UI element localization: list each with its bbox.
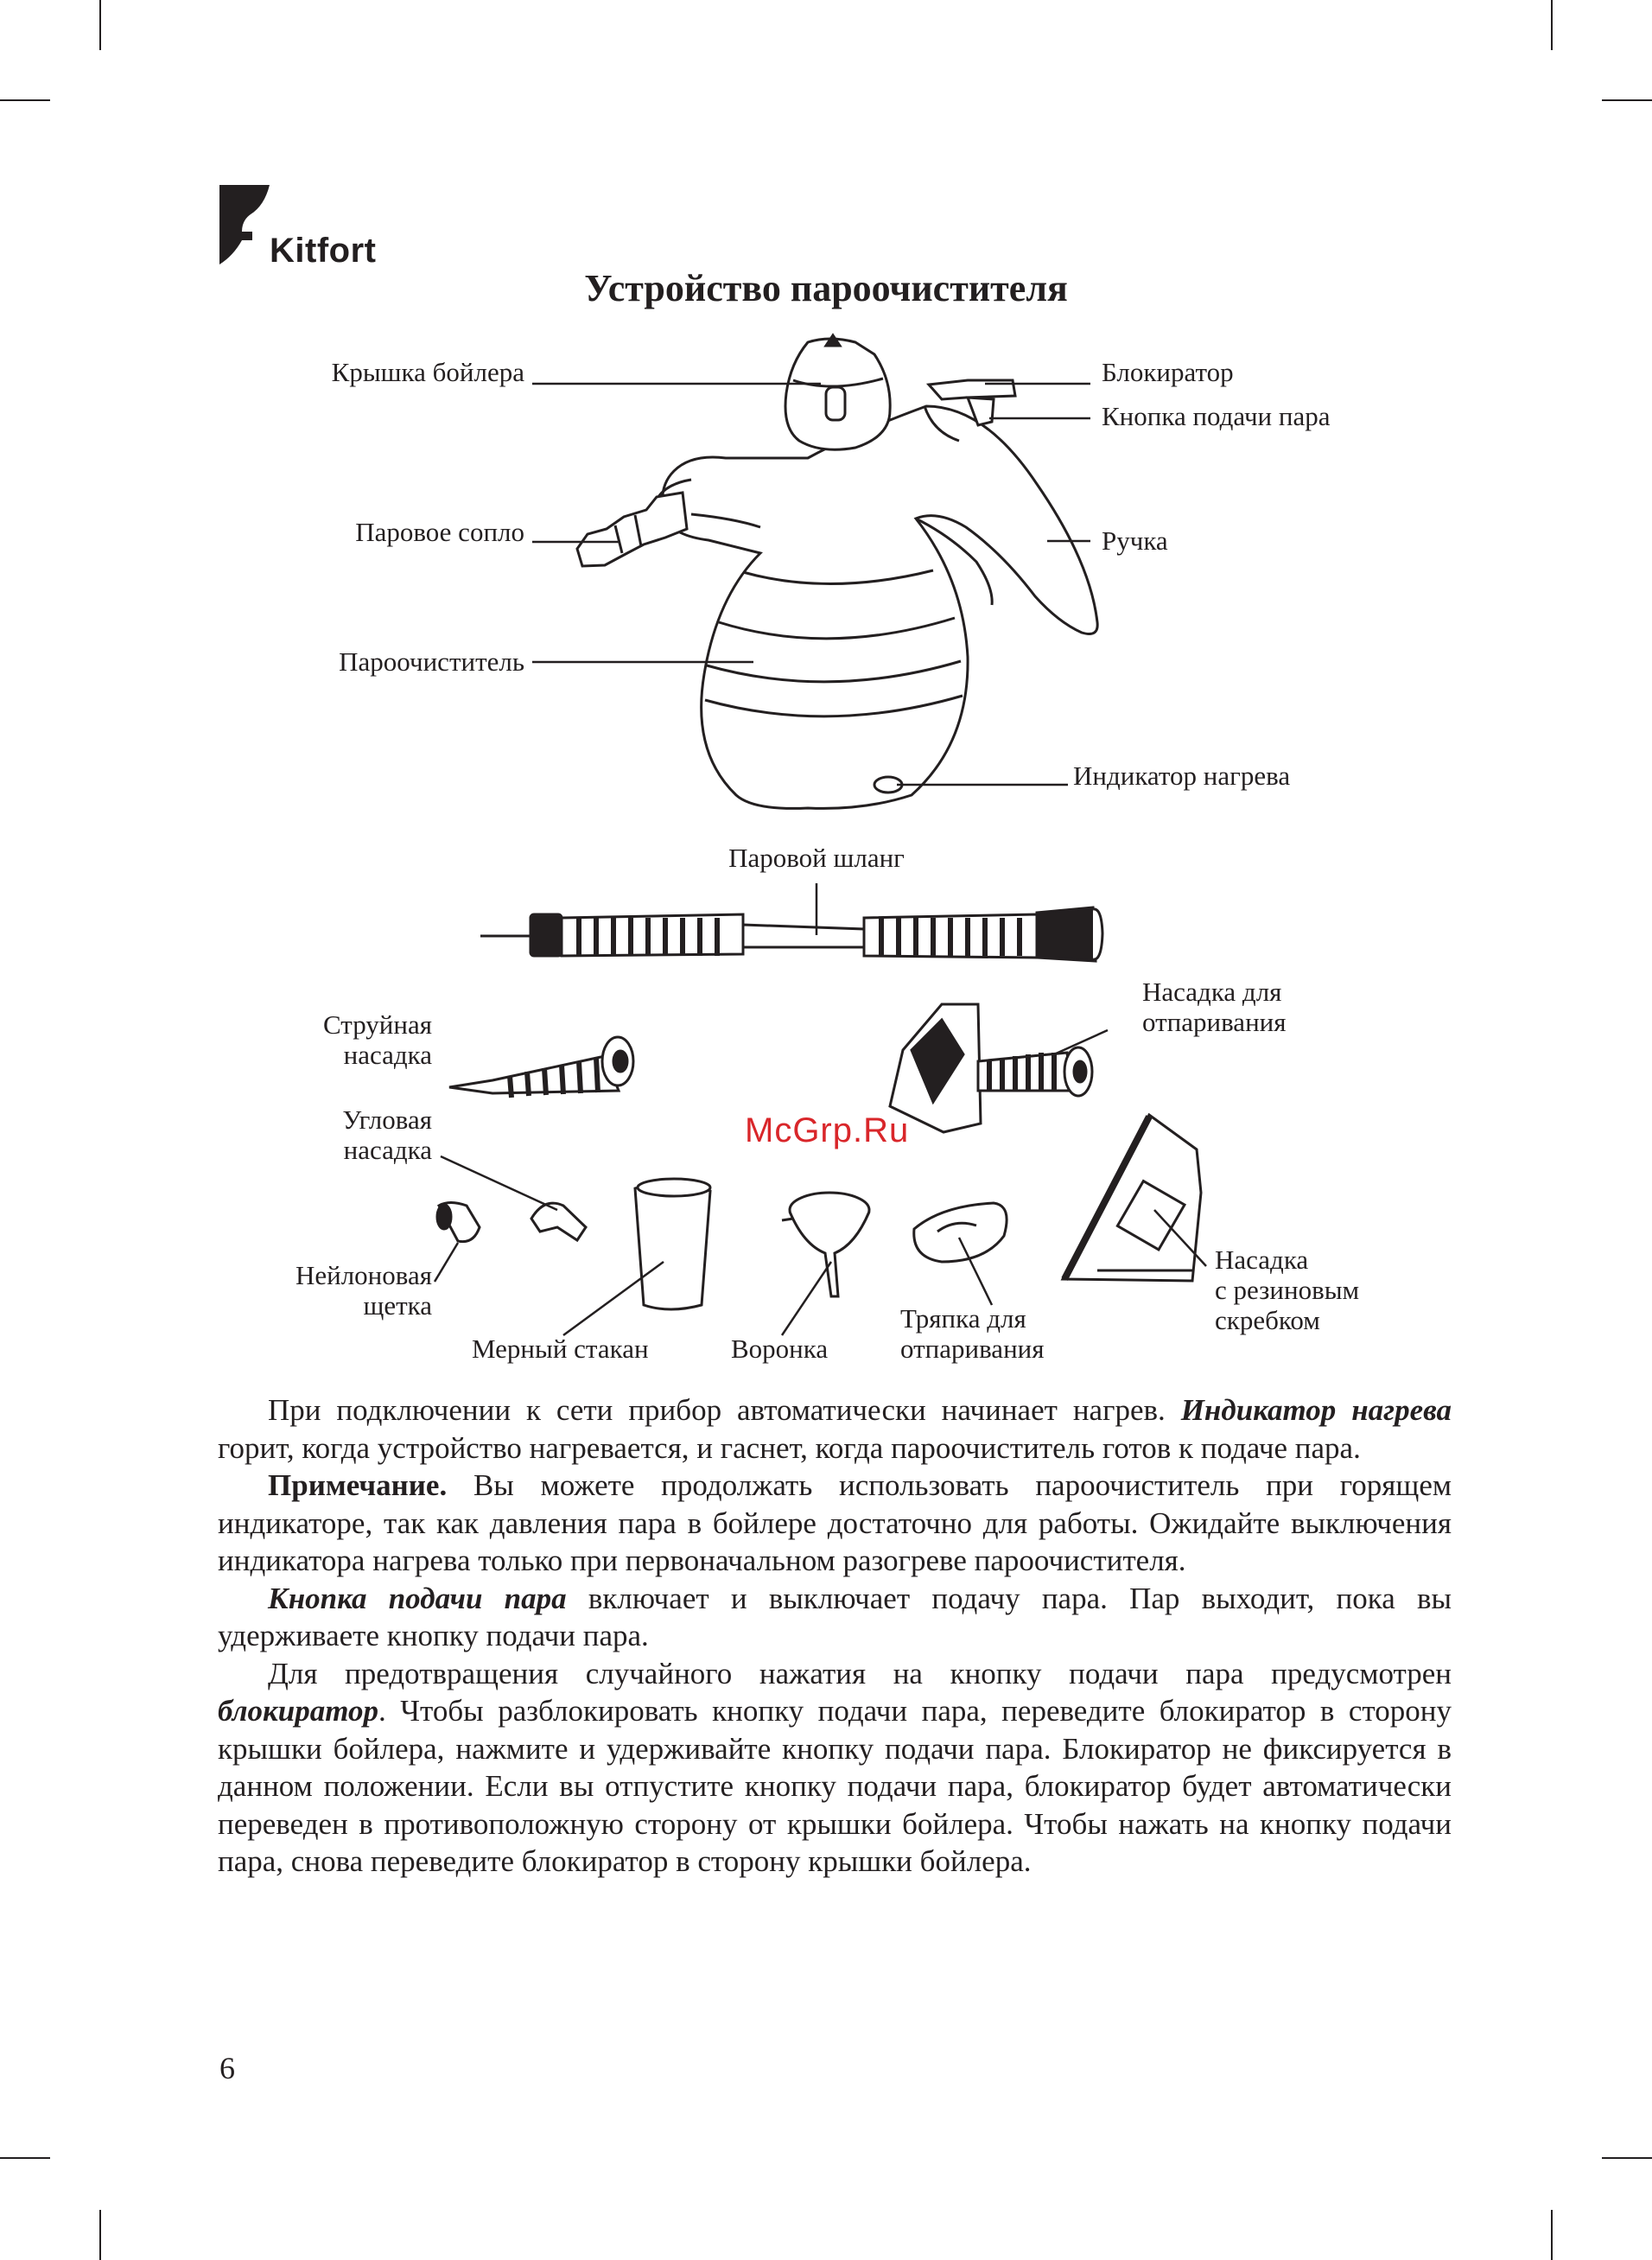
kitfort-logo-icon (219, 185, 270, 264)
label-jet-nozzle-line2: насадка (343, 1040, 432, 1070)
page-title: Устройство пароочистителя (584, 267, 1068, 309)
label-angle-nozzle-line2: насадка (343, 1135, 432, 1165)
label-steam-cleaner: Пароочиститель (339, 646, 524, 677)
label-jet-nozzle-line1: Струйная (323, 1009, 432, 1040)
page-number: 6 (219, 2051, 235, 2085)
body-text (218, 1391, 1452, 1881)
label-angle-nozzle-line1: Угловая (342, 1105, 432, 1135)
label-lock: Блокиратор (1102, 357, 1234, 387)
label-funnel: Воронка (731, 1334, 829, 1364)
label-measuring-cup: Мерный стакан (472, 1334, 649, 1364)
scraper-attachment-icon (1063, 1115, 1201, 1281)
label-handle: Ручка (1102, 525, 1168, 556)
paragraph-note: Примечание. Вы можете продолжать использовать пароочиститель при горящем индикаторе, так как давления пара в бойлере достаточно для работы. Ожидайте выключения индикатора нагрева только при первоначальном разогреве пароочистителя. (218, 1468, 1452, 1577)
label-steam-button: Кнопка подачи пара (1102, 401, 1331, 431)
steam-cleaner-body (577, 335, 1097, 808)
steam-cloth-icon (914, 1203, 1007, 1262)
brand-logo-text: Kitfort (270, 232, 377, 270)
label-steam-cloth-line2: отпаривания (900, 1334, 1045, 1364)
label-steam-attachment-line1: Насадка для (1142, 977, 1282, 1007)
label-steam-cloth-line1: Тряпка для (900, 1303, 1026, 1334)
label-scraper-line2: с резиновым (1215, 1275, 1360, 1305)
steam-attachment-icon (890, 1004, 1092, 1132)
label-steam-hose: Паровой шланг (728, 843, 905, 873)
paragraph-steam-button: Кнопка подачи пара включает и выключает подачу пара. Пар выходит, пока вы удерживаете кнопку подачи пара. (218, 1581, 1452, 1652)
measuring-cup-icon (635, 1179, 710, 1309)
nylon-brush-icon (437, 1203, 480, 1242)
label-scraper-line1: Насадка (1215, 1245, 1309, 1275)
watermark: McGrp.Ru (745, 1111, 910, 1149)
paragraph-lock: Для предотвращения случайного нажатия на кнопку подачи пара предусмотрен блокиратор. Чтобы разблокировать кнопку подачи пара, переведите блокиратор в сторону крышки бойлера, нажмите и удерживайте кнопку подачи пара. Блокиратор не фиксируется в данном положении. Если вы отпустите кнопку подачи пара, блокиратор будет автоматически переведен в противоположную сторону от крышки бойлера. Чтобы нажать на кнопку подачи пара, снова переведите блокиратор в сторону крышки бойлера. (218, 1656, 1452, 1878)
label-boiler-cap: Крышка бойлера (331, 357, 524, 387)
funnel-icon (782, 1193, 869, 1296)
label-steam-attachment-line2: отпаривания (1142, 1007, 1287, 1037)
label-heat-indicator: Индикатор нагрева (1073, 761, 1291, 791)
jet-nozzle-icon (449, 1037, 633, 1098)
label-nylon-brush-line2: щетка (363, 1290, 432, 1321)
angle-nozzle-icon (531, 1203, 586, 1240)
label-steam-nozzle: Паровое сопло (355, 517, 524, 547)
paragraph-heating: При подключении к сети прибор автоматически начинает нагрев. Индикатор нагрева горит, когда устройство нагревается, и гаснет, когда пароочиститель готов к подаче пара. (218, 1393, 1452, 1465)
steam-hose-icon (480, 907, 1102, 961)
label-nylon-brush-line1: Нейлоновая (295, 1260, 432, 1290)
steam-nozzle-icon (577, 493, 687, 566)
label-scraper-line3: скребком (1215, 1305, 1320, 1335)
